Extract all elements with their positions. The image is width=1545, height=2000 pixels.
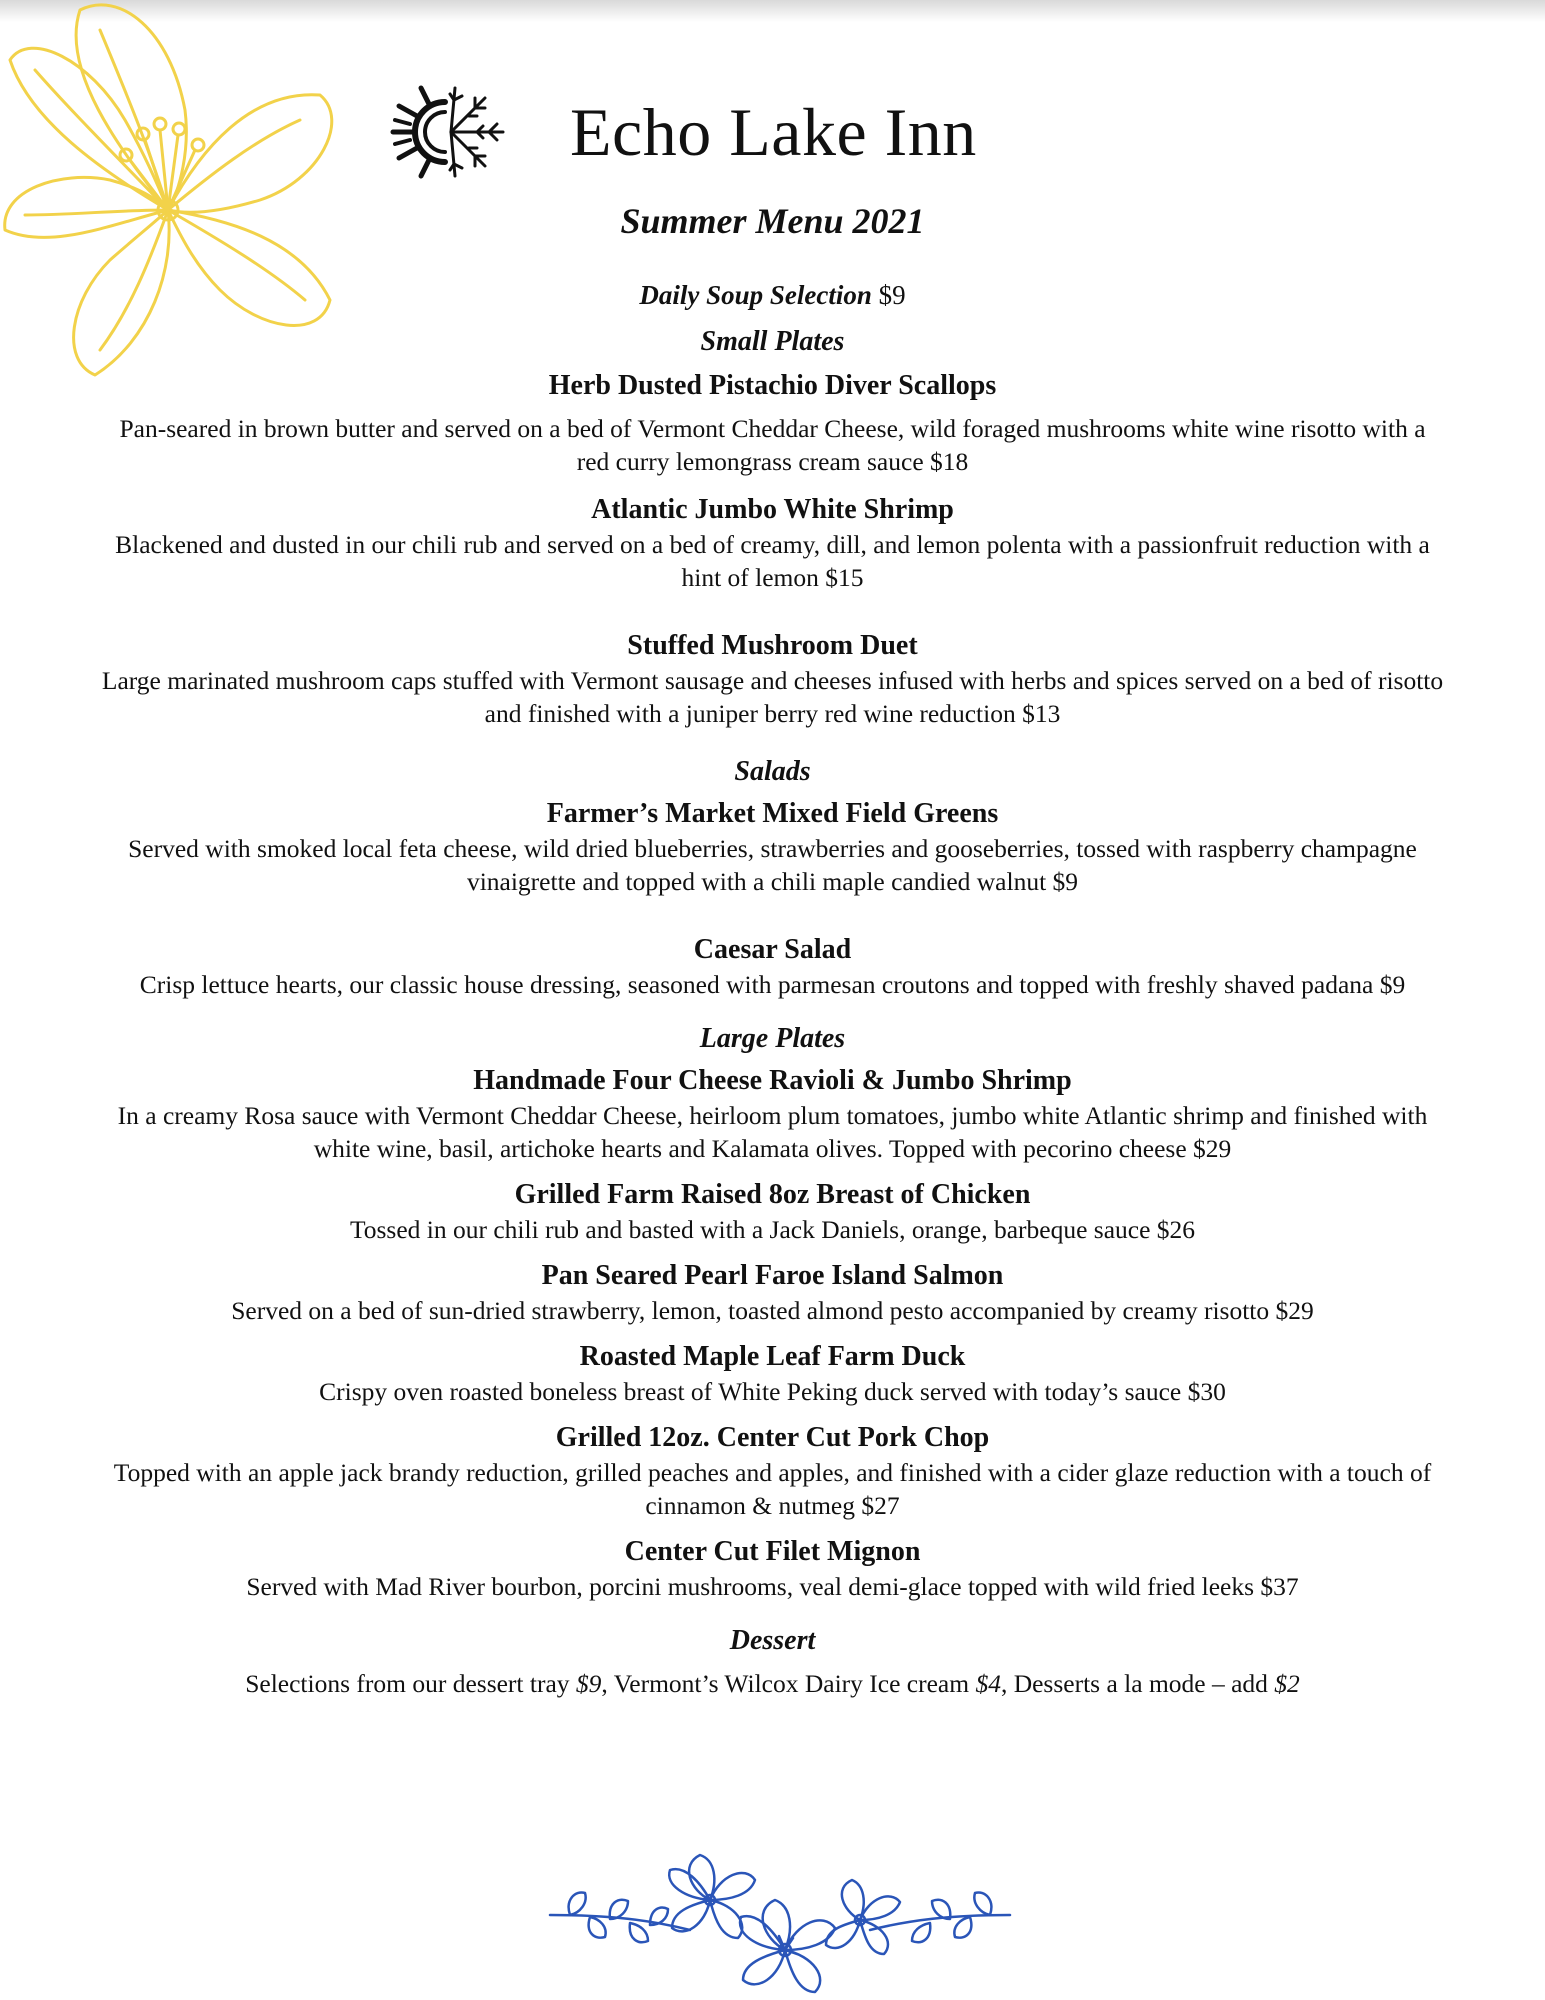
blue-flower-icon bbox=[530, 1845, 1030, 1995]
menu-item-description: Tossed in our chili rub and basted with a Jack Daniels, orange, barbeque sauce $26 bbox=[349, 1215, 1196, 1244]
section-salads-title: Salads bbox=[734, 756, 811, 787]
section-large-plates-title: Large Plates bbox=[699, 1023, 846, 1054]
menu-item-name: Roasted Maple Leaf Farm Duck bbox=[579, 1341, 966, 1372]
dessert-price-1: $9 bbox=[575, 1669, 602, 1698]
menu-body bbox=[100, 276, 1445, 1700]
restaurant-name: Echo Lake Inn bbox=[570, 94, 977, 170]
menu-item-name: Grilled Farm Raised 8oz Breast of Chicken bbox=[514, 1179, 1031, 1210]
menu-title: Summer Menu 2021 bbox=[620, 201, 925, 241]
menu-item-name: Stuffed Mushroom Duet bbox=[627, 630, 918, 661]
dessert-description bbox=[100, 1667, 1445, 1700]
dessert-text-2: , Vermont’s Wilcox Dairy Ice cream bbox=[601, 1669, 976, 1698]
dessert-text-1: Selections from our dessert tray bbox=[245, 1669, 576, 1698]
menu-item-description: Served with smoked local feta cheese, wild dried blueberries, strawberries and gooseberries, tossed with raspberry champagne vinaigrette and topped with a chili maple candied walnut $9 bbox=[128, 834, 1417, 896]
section-small-plates-title: Small Plates bbox=[700, 326, 845, 357]
menu-item-description: Served with Mad River bourbon, porcini mushrooms, veal demi-glace topped with wild fried leeks $37 bbox=[246, 1572, 1299, 1601]
menu-item-description: In a creamy Rosa sauce with Vermont Cheddar Cheese, heirloom plum tomatoes, jumbo white Atlantic shrimp and finished with white wine, basil, artichoke hearts and Kalamata olives. Topped with pecorino cheese $29 bbox=[117, 1101, 1428, 1163]
menu-item-name: Center Cut Filet Mignon bbox=[624, 1536, 921, 1567]
snowflake-sun-icon bbox=[385, 82, 515, 182]
menu-item-description: Crispy oven roasted boneless breast of White Peking duck served with today’s sauce $30 bbox=[319, 1377, 1226, 1406]
menu-item-name: Farmer’s Market Mixed Field Greens bbox=[546, 798, 999, 829]
menu-item-name: Handmade Four Cheese Ravioli & Jumbo Shrimp bbox=[473, 1065, 1072, 1096]
menu-item-name: Caesar Salad bbox=[693, 934, 852, 965]
dessert-price-2: $4 bbox=[975, 1669, 1001, 1698]
dessert-price-3: $2 bbox=[1274, 1669, 1300, 1698]
soup-name: Daily Soup Selection bbox=[639, 280, 872, 310]
menu-item-description: Crisp lettuce hearts, our classic house dressing, seasoned with parmesan croutons and topped with freshly shaved padana $9 bbox=[139, 970, 1406, 999]
menu-item-name: Grilled 12oz. Center Cut Pork Chop bbox=[555, 1422, 990, 1453]
menu-item-name: Atlantic Jumbo White Shrimp bbox=[591, 494, 954, 525]
menu-item-description: Topped with an apple jack brandy reduction, grilled peaches and apples, and finished with a cider glaze reduction with a touch of cinnamon & nutmeg $27 bbox=[113, 1458, 1432, 1520]
menu-item-description: Pan-seared in brown butter and served on a bed of Vermont Cheddar Cheese, wild foraged mushrooms white wine risotto with a red curry lemongrass cream sauce $18 bbox=[119, 414, 1426, 476]
menu-item-description: Blackened and dusted in our chili rub and served on a bed of creamy, dill, and lemon polenta with a passionfruit reduction with a hint of lemon $15 bbox=[115, 530, 1430, 592]
menu-item-name: Pan Seared Pearl Faroe Island Salmon bbox=[541, 1260, 1004, 1291]
soup-line bbox=[100, 276, 1445, 314]
soup-price: $9 bbox=[878, 280, 906, 310]
menu-item-description: Large marinated mushroom caps stuffed with Vermont sausage and cheeses infused with herbs and spices served on a bed of risotto and finished with a juniper berry red wine reduction $13 bbox=[101, 666, 1444, 728]
section-dessert-title: Dessert bbox=[729, 1625, 816, 1656]
menu-item-name: Herb Dusted Pistachio Diver Scallops bbox=[548, 370, 997, 401]
dessert-text-3: , Desserts a la mode – add bbox=[1000, 1669, 1275, 1698]
menu-item-description: Served on a bed of sun-dried strawberry, lemon, toasted almond pesto accompanied by creamy risotto $29 bbox=[231, 1296, 1314, 1325]
